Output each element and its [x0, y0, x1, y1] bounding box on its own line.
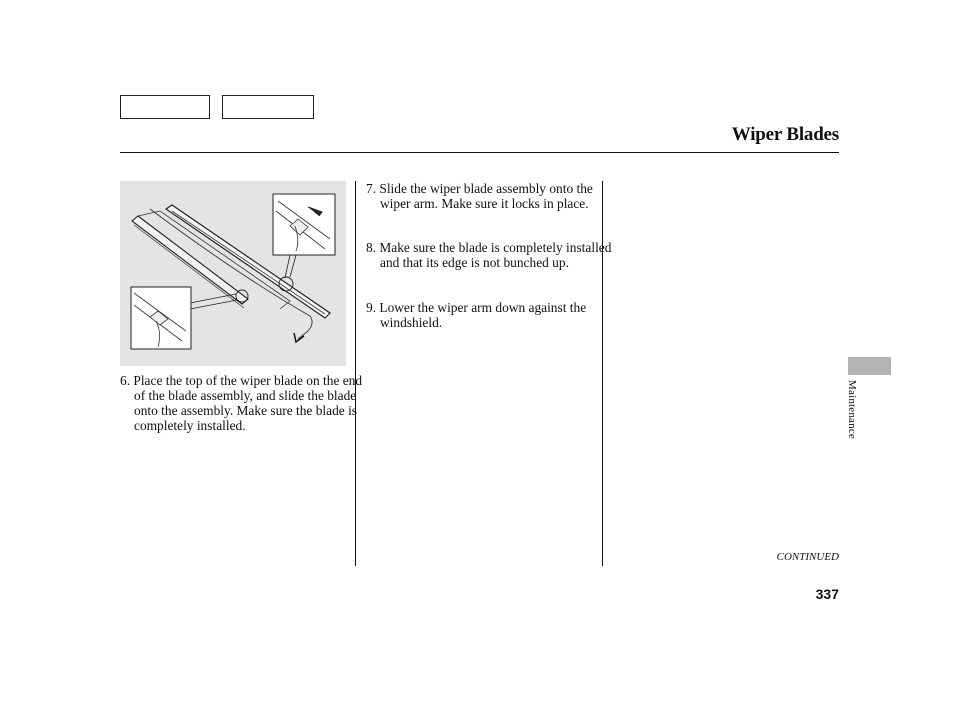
- continued-label: CONTINUED: [776, 551, 839, 563]
- nav-button-2[interactable]: [222, 95, 314, 119]
- page-title: Wiper Blades: [731, 124, 839, 145]
- nav-button-1[interactable]: [120, 95, 210, 119]
- section-tab[interactable]: [848, 357, 891, 375]
- step-9-text: 9. Lower the wiper arm down against the windshield.: [366, 300, 587, 330]
- step-8-text: 8. Make sure the blade is completely installed and that its edge is not bunched up.: [366, 240, 612, 270]
- step-6-text: 6. Place the top of the wiper blade on the end of the blade assembly, and slide the blade onto the assembly. Make sure the blade is completely installed.: [120, 373, 363, 433]
- step-7-text: 7. Slide the wiper blade assembly onto the wiper arm. Make sure it locks in place.: [366, 181, 593, 211]
- page-number: 337: [815, 586, 839, 602]
- section-label: Maintenance: [846, 380, 858, 440]
- header-rule: [120, 152, 839, 153]
- column-divider: [602, 181, 603, 566]
- wiper-blade-illustration-icon: [120, 181, 346, 366]
- wiper-blade-figure: [120, 181, 346, 366]
